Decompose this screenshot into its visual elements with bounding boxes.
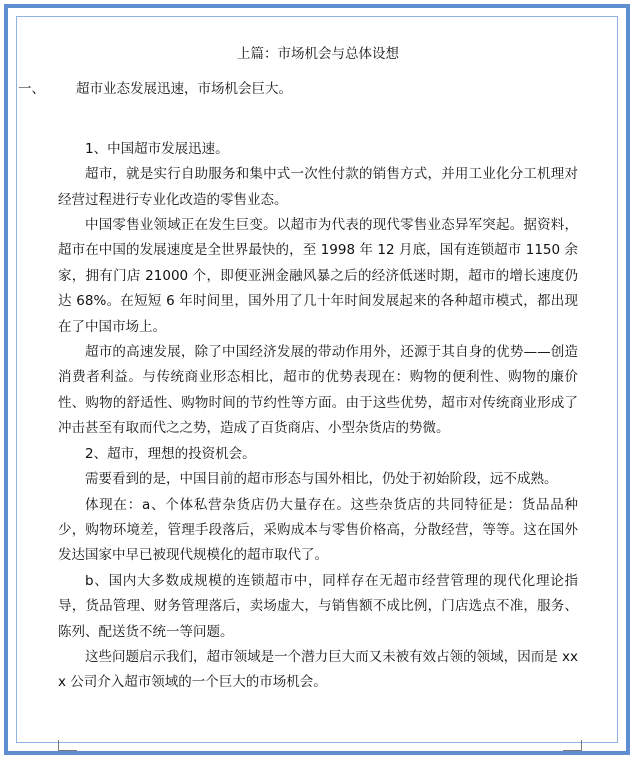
section-heading <box>18 77 578 102</box>
paragraph: 需要看到的是，中国目前的超市形态与国外相比，仍处于初始阶段，远不成熟。 <box>85 471 558 488</box>
paragraph: 这些问题启示我们，超市领域是一个潜力巨大而又未被有效占领的领域，因而是 xxx 公司介入超市领域的一个巨大的市场机会。 <box>58 648 578 691</box>
subheading: 1、中国超市发展迅速。 <box>85 140 229 157</box>
document-body <box>58 137 578 696</box>
paragraph: 体现在：a、个体私营杂货店仍大量存在。这些杂货店的共同特征是：货品品种少，购物环境差，管理手段落后，采购成本与零售价格高，分散经营，等等。这在国外发达国家中早已被现代规模化的超市取代了。 <box>58 496 578 564</box>
document-title: 上篇：市场机会与总体设想 <box>237 46 399 62</box>
paragraph: 中国零售业领域正在发生巨变。以超市为代表的现代零售业态异军突起。据资料，超市在中国的发展速度是全世界最快的，至 1998 年 12 月底，国有连锁超市 1150 余家，拥有门店 21000 个，即便亚洲金融风暴之后的经济低迷时期，超市的增长速度仍达 68%。在短短 6 年时间里，国外用了几十年时间发展起来的各种超市模式，都出现在了中国市场上。 <box>58 217 578 335</box>
corner-mark-left <box>58 740 77 751</box>
section-number: 一、 <box>18 81 45 98</box>
paragraph: 超市的高速发展，除了中国经济发展的带动作用外，还源于其自身的优势——创造消费者利益。与传统商业形态相比，超市的优势表现在：购物的便利性、购物的廉价性、购物的舒适性、购物时间的节约性等方面。由于这些优势，超市对传统商业形成了冲击甚至有取而代之之势，造成了百货商店、小型杂货店的势微。 <box>58 344 578 437</box>
subheading: 2、超市，理想的投资机会。 <box>85 445 256 462</box>
section-heading-text: 超市业态发展迅速，市场机会巨大。 <box>76 81 292 98</box>
paragraph: 超市，就是实行自助服务和集中式一次性付款的销售方式，并用工业化分工机理对经营过程进行专业化改造的零售业态。 <box>58 166 578 208</box>
document-page <box>18 28 578 696</box>
paragraph: b、国内大多数成规模的连锁超市中，同样存在无超市经营管理的现代化理论指导，货品管理、财务管理落后，卖场虚大，与销售额不成比例，门店选点不准，服务、陈列、配送货不统一等问题。 <box>58 572 578 640</box>
corner-mark-right <box>563 740 582 751</box>
